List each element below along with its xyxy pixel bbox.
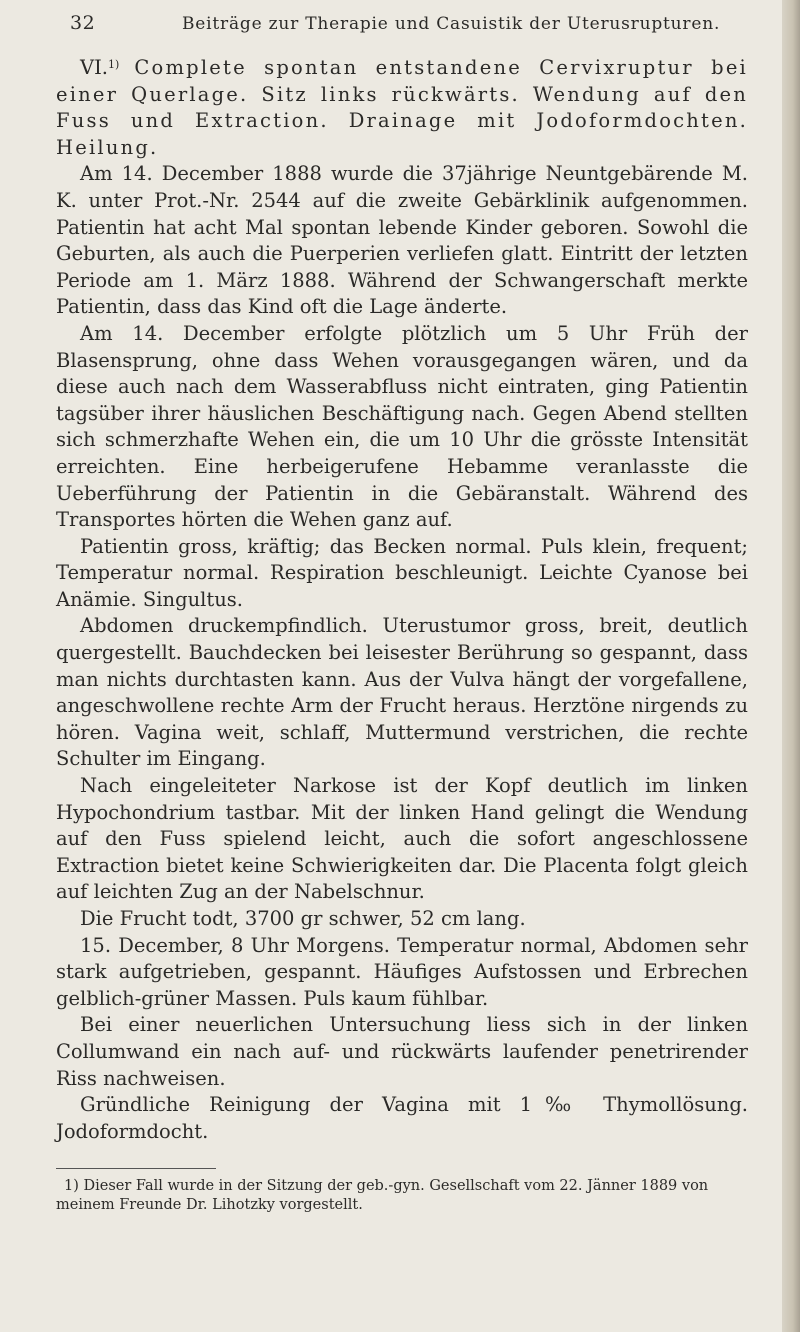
page-number: 32	[70, 12, 96, 34]
page-edge	[782, 0, 800, 1332]
running-title: Beiträge zur Therapie und Casuistik der Uterusrupturen.	[182, 14, 721, 34]
case-heading: Complete spontan entstandene Cervixruptur bei einer Querlage. Sitz links rückwärts. Wendung auf den Fuss und Extraction. Drainage mit Jodoformdochten. Heilung.	[56, 56, 748, 159]
footnote-text: Dieser Fall wurde in der Sitzung der geb.-gyn. Gesellschaft vom 22. Jänner 1889 von meinem Freunde Dr. Lihotzky vorgestellt.	[56, 1178, 709, 1213]
paragraph: Am 14. December 1888 wurde die 37jährige Neuntgebärende M. K. unter Prot.-Nr. 2544 auf die zweite Gebärklinik aufgenommen. Patientin hat acht Mal spontan lebende Kinder geboren. Sowohl die Geburten, als auch die Puerperien verliefen glatt. Eintritt der letzten Periode am 1. März 1888. Während der Schwangerschaft merkte Patientin, dass das Kind oft die Lage änderte.	[56, 162, 748, 319]
footnote	[56, 1177, 748, 1215]
paragraph: Bei einer neuerlichen Untersuchung liess sich in der linken Collumwand ein nach auf- und rückwärts laufender penetrirender Riss nachweisen.	[56, 1013, 748, 1090]
footnote-reference: 1)	[107, 58, 120, 71]
paragraph: Patientin gross, kräftig; das Becken normal. Puls klein, frequent; Temperatur normal. Respiration beschleunigt. Leichte Cyanose bei Anämie. Singultus.	[56, 534, 748, 611]
footnotes	[56, 1168, 748, 1215]
paragraph: Gründliche Reinigung der Vagina mit 1‰ Thymollösung. Jodoformdocht.	[56, 1093, 748, 1143]
case-report-body	[56, 52, 748, 1145]
case-title	[56, 52, 748, 161]
page-header	[70, 12, 750, 42]
paragraph: 15. December, 8 Uhr Morgens. Temperatur normal, Abdomen sehr stark aufgetrieben, gespannt. Häufiges Aufstossen und Erbrechen gelblich-grüner Massen. Puls kaum fühlbar.	[56, 933, 748, 1010]
footnote-mark: 1)	[64, 1178, 79, 1194]
paragraph: Am 14. December erfolgte plötzlich um 5 Uhr Früh der Blasensprung, ohne dass Wehen vorausgegangen wären, und da diese auch nach dem Wasserabfluss nicht eintraten, ging Patientin tagsüber ihrer häuslichen Beschäftigung nach. Gegen Abend stellten sich schmerzhafte Wehen ein, die um 10 Uhr die grösste Intensität erreichten. Eine herbeigerufene Hebamme veranlasste die Ueberführung der Patientin in die Gebäranstalt. Während des Transportes hörten die Wehen ganz auf.	[56, 321, 748, 532]
case-number: VI.	[80, 56, 108, 79]
footnote-divider	[56, 1168, 216, 1169]
paragraph: Abdomen druckempfindlich. Uterustumor gross, breit, deutlich quergestellt. Bauchdecken bei leisester Berührung so gespannt, dass man nichts durchtasten kann. Aus der Vulva hängt der vorgefallene, angeschwollene rechte Arm der Frucht heraus. Herztöne nirgends zu hören. Vagina weit, schlaff, Muttermund verstrichen, die rechte Schulter im Eingang.	[56, 614, 748, 771]
paragraph: Die Frucht todt, 3700 gr schwer, 52 cm lang.	[80, 907, 526, 930]
paragraph: Nach eingeleiteter Narkose ist der Kopf deutlich im linken Hypochondrium tastbar. Mit der linken Hand gelingt die Wendung auf den Fuss spielend leicht, auch die sofort angeschlossene Extraction bietet keine Schwierigkeiten dar. Die Placenta folgt gleich auf leichten Zug an der Nabelschnur.	[56, 774, 748, 904]
